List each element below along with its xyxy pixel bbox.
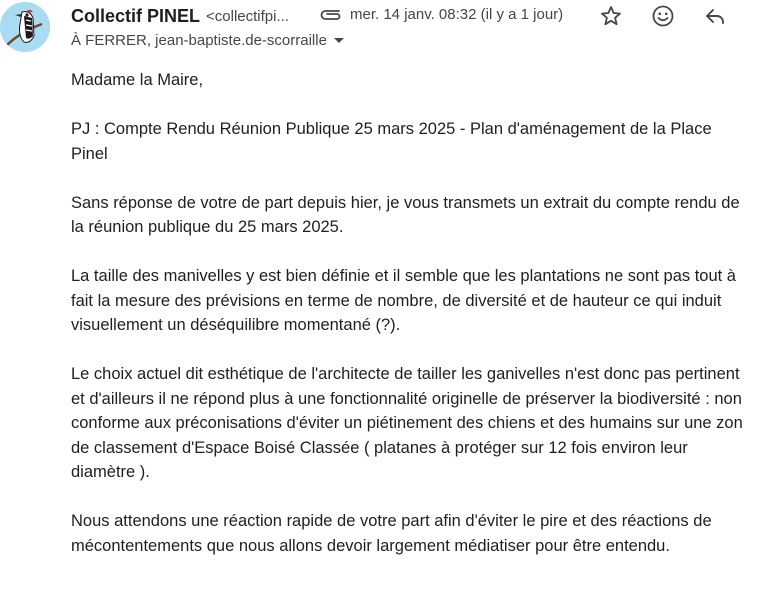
pj-line: PJ : Compte Rendu Réunion Publique 25 mars 2025 - Plan d'aménagement de la Place bbox=[71, 120, 712, 138]
paragraph-4 bbox=[71, 509, 768, 558]
paragraph-line: conforme aux préconisations d'éviter un piétinement des chiens et des humains sur une zon bbox=[71, 414, 743, 432]
star-button[interactable] bbox=[597, 3, 625, 29]
emoji-icon bbox=[651, 4, 675, 28]
reply-icon bbox=[703, 4, 727, 28]
paragraph-line: et d'ailleurs il ne répond plus à une fonctionnalité originelle de préserver la biodiversité : non bbox=[71, 389, 742, 408]
paragraph-3 bbox=[71, 362, 768, 485]
sender-email[interactable]: <collectifpi... bbox=[206, 7, 289, 25]
paragraph-line: Sans réponse de votre de part depuis hier, je vous transmets un extrait du compte rendu de bbox=[71, 193, 740, 212]
paragraph-line: la réunion publique du 25 mars 2025. bbox=[71, 218, 344, 236]
reply-button[interactable] bbox=[701, 3, 729, 29]
emoji-reaction-button[interactable] bbox=[649, 3, 677, 29]
sender-name[interactable]: Collectif PINEL bbox=[71, 5, 201, 26]
message-body bbox=[71, 68, 768, 583]
greeting-text: Madame la Maire, bbox=[71, 71, 204, 89]
paragraph-line: diamètre ). bbox=[71, 463, 150, 481]
paragraph-line: fait la mesure des prévisions en terme de nombre, de diversité et de hauteur ce qui induit bbox=[71, 291, 722, 310]
paragraph-1 bbox=[71, 191, 768, 240]
star-icon bbox=[599, 4, 623, 28]
message-header bbox=[0, 0, 768, 60]
paragraph-line: mécontentements que nous allons devoir largement médiatiser pour être entendu. bbox=[71, 536, 670, 555]
recipients-text: À FERRER, jean-baptiste.de-scorraille bbox=[71, 32, 327, 49]
attachment-icon bbox=[318, 5, 344, 25]
sender-avatar[interactable] bbox=[0, 2, 50, 52]
paragraph-line: Nous attendons une réaction rapide de votre part afin d'éviter le pire et des réactions de bbox=[71, 512, 712, 530]
bird-avatar-icon bbox=[0, 2, 50, 52]
paragraph-line: de classement d'Espace Boisé Classée ( platanes à protéger sur 12 fois environ leur bbox=[71, 438, 688, 457]
paragraph-line: visuellement un déséquilibre momentané (?). bbox=[71, 316, 401, 334]
paragraph-2 bbox=[71, 264, 768, 338]
pj-line: Pinel bbox=[71, 144, 108, 163]
sender-line bbox=[71, 4, 289, 28]
chevron-down-icon[interactable] bbox=[334, 38, 344, 43]
message-date: mer. 14 janv. 08:32 (il y a 1 jour) bbox=[350, 6, 564, 23]
greeting bbox=[71, 68, 768, 93]
attachment-reference bbox=[71, 117, 768, 166]
paragraph-line: Le choix actuel dit esthétique de l'architecte de tailler les ganivelles n'est donc pas pertinent bbox=[71, 365, 740, 383]
recipients-line bbox=[71, 32, 344, 49]
paragraph-line: La taille des manivelles y est bien définie et il semble que les plantations ne sont pas tout à bbox=[71, 267, 736, 285]
